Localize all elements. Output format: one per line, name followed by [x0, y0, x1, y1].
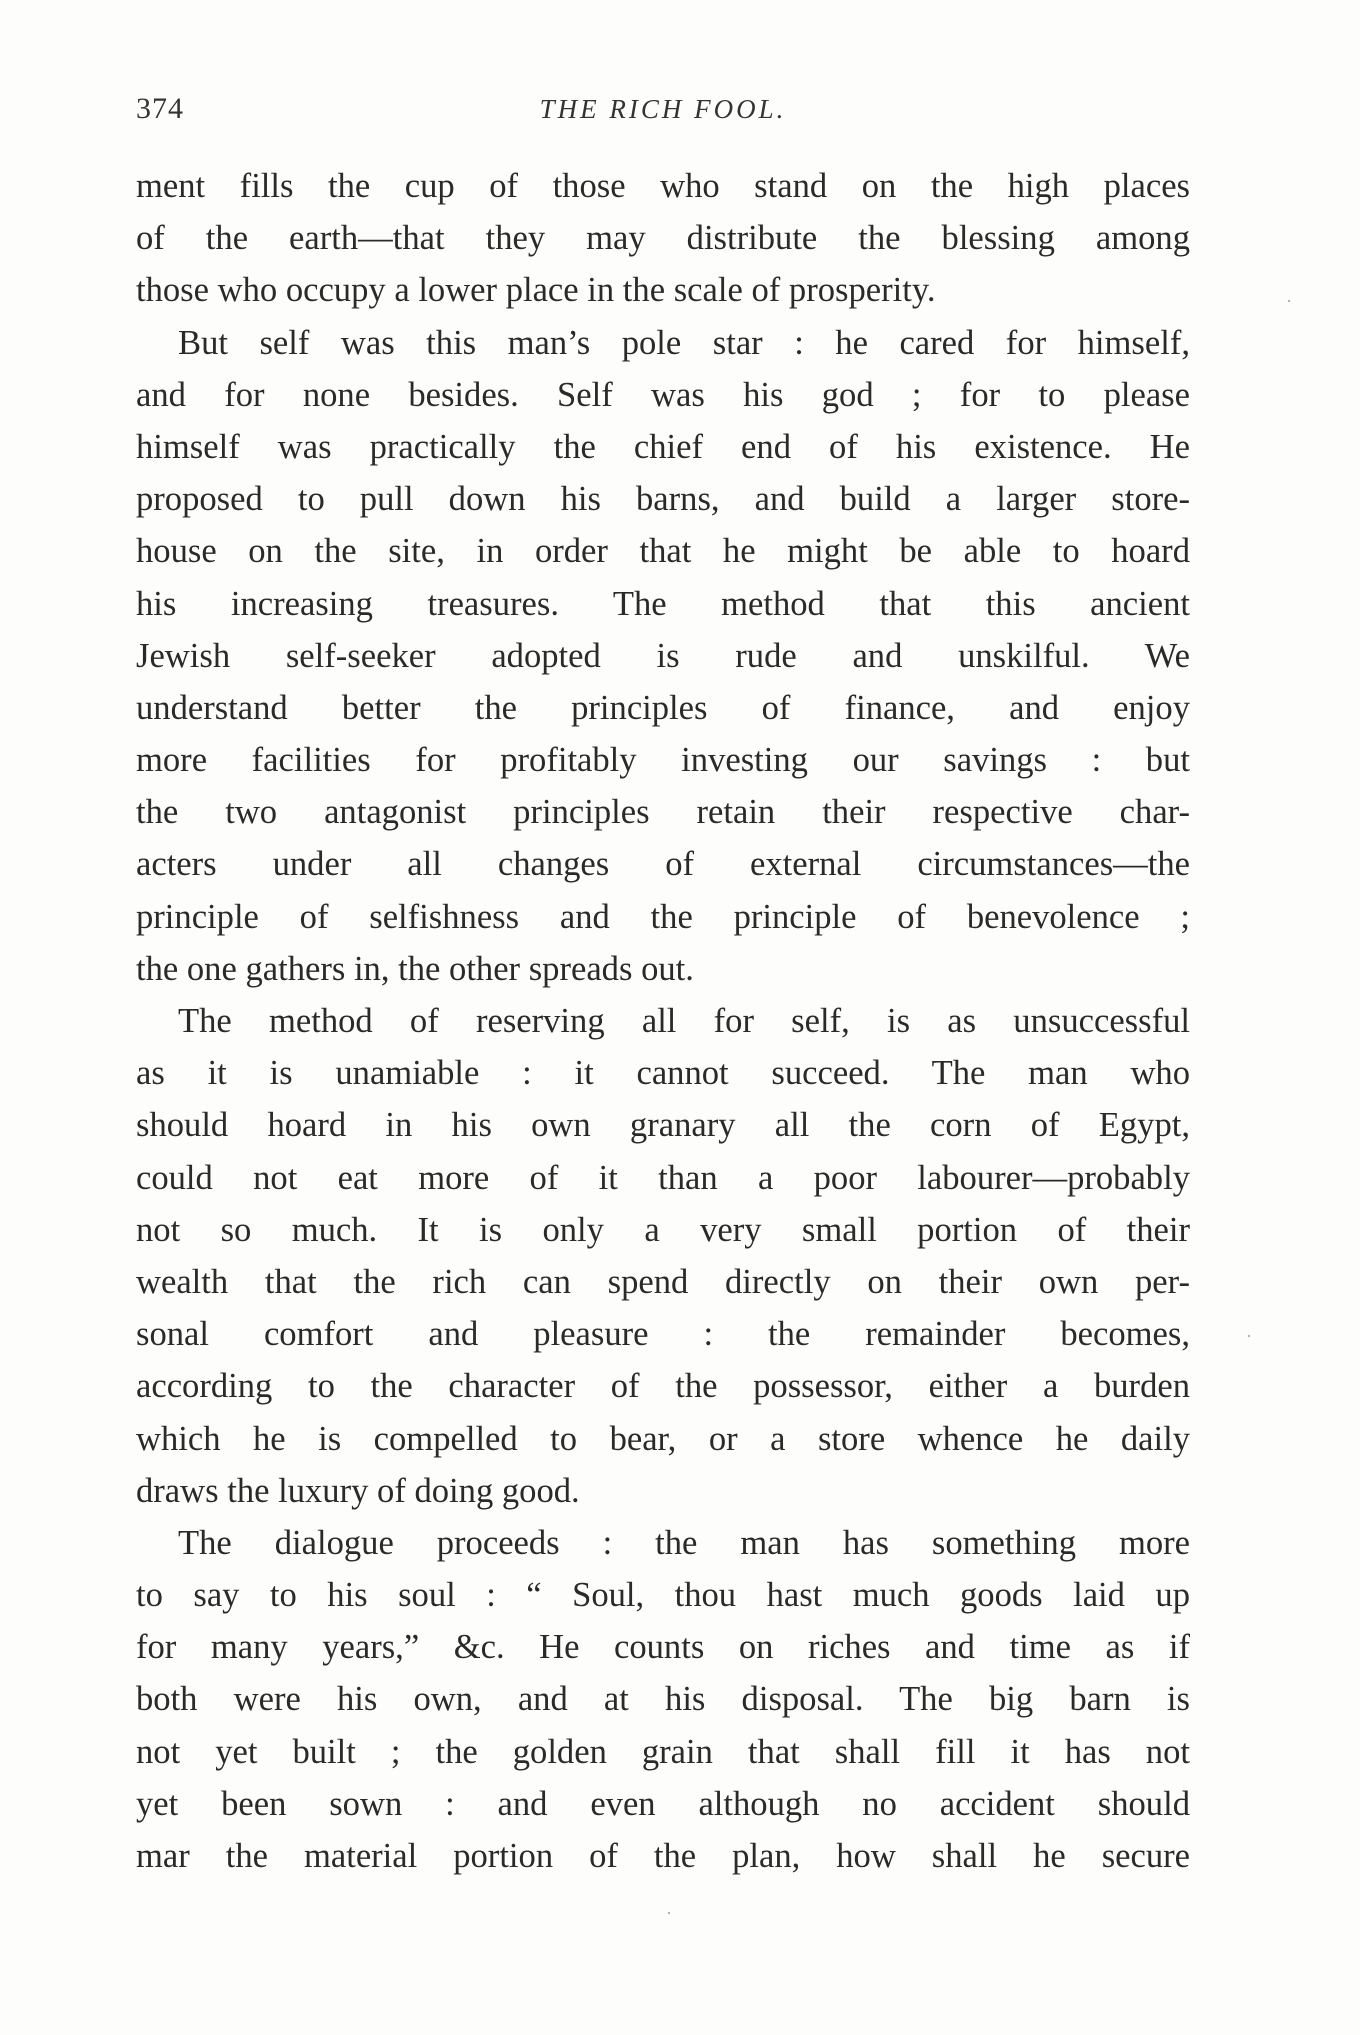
text-line: not yet built ; the golden grain that shall fill it has not — [136, 1732, 1190, 1771]
text-line: both were his own, and at his disposal. The big barn is — [136, 1680, 1190, 1719]
text-line: understand better the principles of finance, and enjoy — [136, 688, 1190, 727]
text-line: yet been sown : and even although no accident should — [136, 1784, 1190, 1823]
body-text — [136, 160, 1190, 1882]
page-header — [136, 92, 1190, 136]
text-line: to say to his soul : “ Soul, thou hast much goods laid up — [136, 1576, 1190, 1615]
text-line: as it is unamiable : it cannot succeed. The man who — [136, 1054, 1190, 1093]
text-line: those who occupy a lower place in the scale of prosperity. — [136, 271, 936, 310]
text-line: draws the luxury of doing good. — [136, 1471, 580, 1510]
paper-speck — [668, 1912, 670, 1914]
text-line: the one gathers in, the other spreads out. — [136, 949, 694, 988]
text-line: The method of reserving all for self, is as unsuccessful — [178, 1002, 1190, 1040]
running-head: THE RICH FOOL. — [539, 94, 787, 124]
text-line: according to the character of the possessor, either a burden — [136, 1367, 1190, 1406]
text-line: for many years,” &c. He counts on riches and time as if — [136, 1628, 1190, 1667]
text-line: sonal comfort and pleasure : the remainder becomes, — [136, 1315, 1190, 1354]
text-line: house on the site, in order that he might be able to hoard — [136, 532, 1190, 571]
text-line: could not eat more of it than a poor labourer—probably — [136, 1158, 1190, 1197]
text-line: ment fills the cup of those who stand on the high places — [136, 167, 1190, 205]
text-line: But self was this man’s pole star : he cared for himself, — [178, 323, 1190, 362]
paragraph — [136, 1517, 1190, 1882]
text-line: mar the material portion of the plan, how shall he secure — [136, 1837, 1190, 1875]
paragraph — [136, 160, 1190, 317]
paragraph — [136, 995, 1190, 1517]
paragraph — [136, 317, 1190, 995]
text-line: acters under all changes of external circumstances—the — [136, 845, 1190, 884]
text-line: which he is compelled to bear, or a store whence he daily — [136, 1419, 1190, 1458]
text-line: proposed to pull down his barns, and build a larger store- — [136, 480, 1190, 519]
text-line: Jewish self-seeker adopted is rude and unskilful. We — [136, 636, 1190, 675]
text-line: himself was practically the chief end of his existence. He — [136, 427, 1190, 466]
text-line: wealth that the rich can spend directly on their own per- — [136, 1262, 1190, 1301]
page-number: 374 — [136, 92, 184, 125]
text-line: should hoard in his own granary all the corn of Egypt, — [136, 1106, 1190, 1145]
text-line: not so much. It is only a very small portion of their — [136, 1210, 1190, 1249]
text-line: The dialogue proceeds : the man has something more — [178, 1523, 1190, 1562]
paper-speck — [1288, 300, 1290, 302]
text-line: of the earth—that they may distribute the blessing among — [136, 219, 1190, 258]
text-line: his increasing treasures. The method that this ancient — [136, 584, 1190, 623]
text-line: the two antagonist principles retain their respective char- — [136, 793, 1190, 832]
text-line: more facilities for profitably investing our savings : but — [136, 741, 1190, 780]
text-line: principle of selfishness and the principle of benevolence ; — [136, 897, 1190, 936]
paper-speck — [1248, 1335, 1250, 1337]
text-line: and for none besides. Self was his god ; for to please — [136, 375, 1190, 414]
